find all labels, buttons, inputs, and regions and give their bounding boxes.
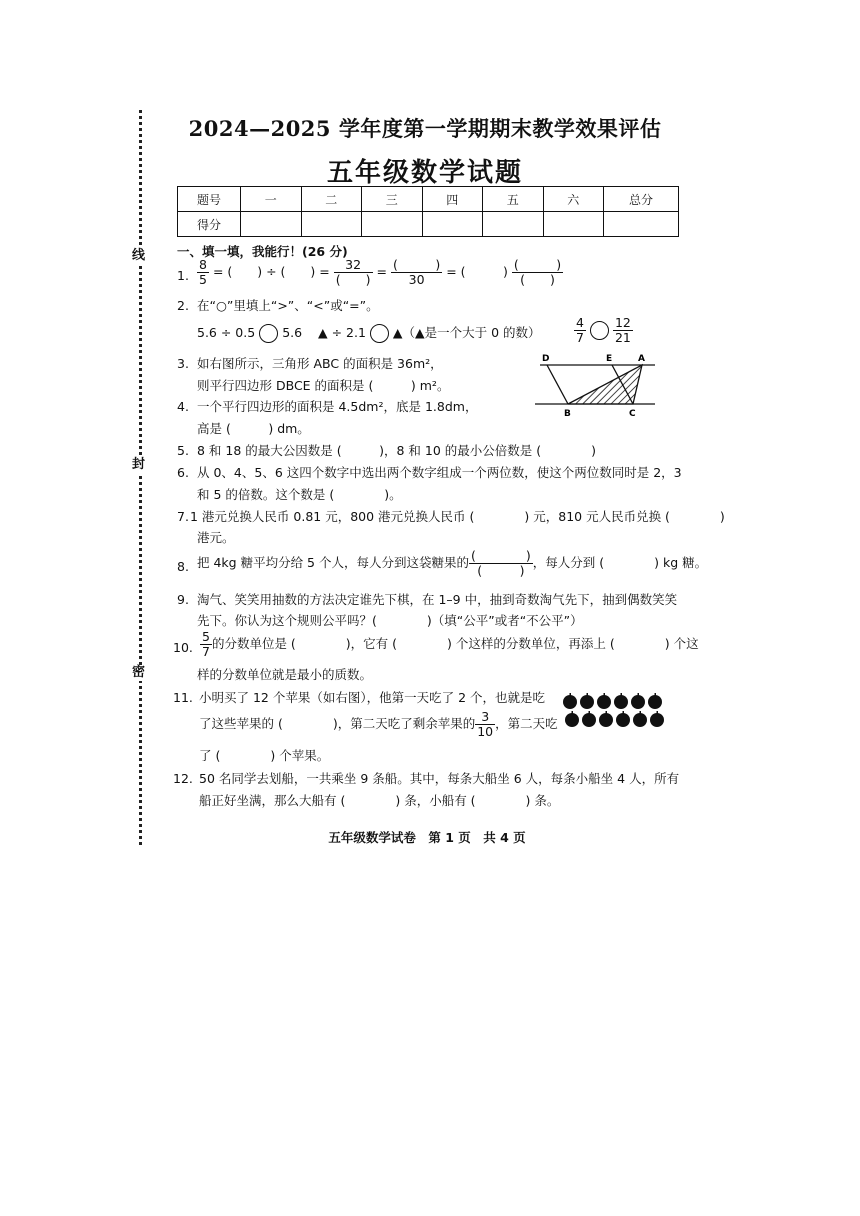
- q7-number: 7.: [177, 509, 189, 524]
- q4-line2: 高是 ( ) dm。: [197, 421, 310, 436]
- q2-compare-a: 5.6 ÷ 0.5 5.6: [197, 324, 302, 343]
- label-a: A: [638, 354, 645, 364]
- compare-circle[interactable]: [259, 324, 278, 343]
- q6-line1: 从 0、4、5、6 这四个数字中选出两个数字组成一个两位数，使这个两位数同时是 2，3: [197, 465, 682, 480]
- score-input-cell[interactable]: [604, 212, 679, 237]
- q5-text: 8 和 18 的最大公因数是 ( )，8 和 10 的最小公倍数是 ( ): [197, 443, 597, 458]
- q8-text: 把 4kg 糖平均分给 5 个人，每人分到这袋糖果的 $\frac{( )}{( )}$ ，每人分到 ( ) kg 糖。: [197, 548, 708, 578]
- q8-number: 8.: [177, 559, 189, 574]
- score-input-cell[interactable]: [543, 212, 604, 237]
- q3-line2: 则平行四边形 DBCE 的面积是 ( ) m²。: [197, 378, 450, 393]
- q9-line2: 先下。你认为这个规则公平吗？( )（填“公平”或者“不公平”）: [197, 613, 583, 628]
- q7-line1: 1 港元兑换人民币 0.81 元，800 港元兑换人民币 ( ) 元，810 元人民币兑换 ( ): [190, 509, 725, 524]
- q1-number: 1.: [177, 268, 189, 283]
- binding-dotted-line: [139, 110, 142, 845]
- apple-icon: [597, 693, 611, 709]
- q12-line1: 50 名同学去划船，一共乘坐 9 条船。其中，每条大船坐 6 人，每条小船坐 4 人，所有: [199, 771, 680, 786]
- q11-number: 11.: [173, 690, 193, 705]
- score-header-cell: 四: [422, 187, 483, 212]
- score-header-cell: 三: [362, 187, 423, 212]
- q7-line2: 港元。: [197, 530, 235, 545]
- q10-line1: $\frac{5}{7}$ 的分数单位是 ( )，它有 ( ) 个这样的分数单位，再添上 ( ) 个这: [202, 629, 699, 659]
- parallelogram-triangle-figure: [530, 350, 660, 420]
- apple-icon: [580, 693, 594, 709]
- q1-fraction-1: $\frac{8}{5}$: [199, 257, 207, 287]
- q5-number: 5.: [177, 443, 189, 458]
- apple-icon: [565, 711, 579, 727]
- compare-circle[interactable]: [590, 321, 609, 340]
- page-footer: 五年级数学试卷 第 1 页 共 4 页: [328, 830, 526, 845]
- q9-line1: 淘气、笑笑用抽数的方法决定谁先下棋，在 1–9 中，抽到奇数淘气先下，抽到偶数笑笑: [197, 592, 678, 607]
- apple-icon: [599, 711, 613, 727]
- score-header-cell: 二: [301, 187, 362, 212]
- q2-compare-b: ▲ ÷ 2.1 ▲（▲是一个大于 0 的数）: [318, 324, 541, 343]
- apple-icon: [614, 693, 628, 709]
- q10-line2: 样的分数单位就是最小的质数。: [197, 667, 373, 682]
- q6-line2: 和 5 的倍数。这个数是 ( )。: [197, 487, 402, 502]
- label-e: E: [606, 354, 613, 364]
- q11-line1: 小明买了 12 个苹果（如右图），他第一天吃了 2 个，也就是吃: [199, 690, 546, 705]
- exam-title: 2024—2025 学年度第一学期期末教学效果评估: [188, 116, 662, 141]
- score-table-score-row: [178, 212, 679, 237]
- score-table-header-row: [178, 187, 679, 212]
- q12-number: 12.: [173, 771, 193, 786]
- score-input-cell[interactable]: [422, 212, 483, 237]
- q1-fraction-2: $\frac{32}{( )}$: [335, 257, 371, 287]
- q10-number: 10.: [173, 640, 193, 655]
- score-header-cell: 五: [483, 187, 544, 212]
- label-c: C: [629, 409, 636, 419]
- apple-icon: [633, 711, 647, 727]
- label-d: D: [542, 354, 550, 364]
- q11-fraction: $\frac{3}{10}$: [477, 709, 494, 739]
- binding-mark-xian: 线: [132, 248, 146, 263]
- side-db: [547, 365, 568, 404]
- score-input-cell[interactable]: [301, 212, 362, 237]
- apples-figure: [562, 693, 666, 729]
- q4-line1: 一个平行四边形的面积是 4.5dm²，底是 1.8dm，: [197, 399, 478, 414]
- q11-line3: 了 ( ) 个苹果。: [199, 748, 330, 763]
- q9-number: 9.: [177, 592, 189, 607]
- q2-instruction: 在“○”里填上“>”、“<”或“=”。: [197, 298, 379, 313]
- score-table: [177, 186, 679, 237]
- label-b: B: [564, 409, 571, 419]
- apple-icon: [650, 711, 664, 727]
- q4-number: 4.: [177, 399, 189, 414]
- compare-circle[interactable]: [370, 324, 389, 343]
- score-input-cell[interactable]: [483, 212, 544, 237]
- q1-equation: $\frac{8}{5}$ = ( ) ÷ ( ) = $\frac{32}{( )}$ = $\frac{( )}{30}$ = ( ) $\frac{( )}{( )}$: [199, 257, 562, 287]
- q8-fraction: $\frac{( )}{( )}$: [470, 548, 531, 578]
- binding-mark-feng: 封: [132, 457, 146, 472]
- exam-subtitle: 五年级数学试题: [326, 158, 523, 188]
- q10-fraction: $\frac{5}{7}$: [202, 629, 210, 659]
- binding-mark-mi: 密: [132, 665, 146, 680]
- q3-line1: 如右图所示，三角形 ABC 的面积是 36m²，: [197, 356, 443, 371]
- score-input-cell[interactable]: [241, 212, 302, 237]
- q2-compare-c: $\frac{4}{7}$ $\frac{12}{21}$: [576, 315, 631, 345]
- score-header-cell: 总分: [604, 187, 679, 212]
- q3-number: 3.: [177, 356, 189, 371]
- score-label-cell: 得分: [178, 212, 241, 237]
- score-header-cell: 一: [241, 187, 302, 212]
- apple-icon: [563, 693, 577, 709]
- score-header-cell: 题号: [178, 187, 241, 212]
- section-title: 一、填一填，我能行！(26 分): [177, 244, 348, 259]
- q1-fraction-3: $\frac{( )}{30}$: [392, 257, 441, 287]
- q6-number: 6.: [177, 465, 189, 480]
- apple-icon: [648, 693, 662, 709]
- apple-icon: [631, 693, 645, 709]
- apple-icon: [616, 711, 630, 727]
- score-input-cell[interactable]: [362, 212, 423, 237]
- q2-number: 2.: [177, 298, 189, 313]
- q11-line2: 了这些苹果的 ( )，第二天吃了剩余苹果的 $\frac{3}{10}$ ，第二天吃: [199, 709, 558, 739]
- triangle-abc: [568, 365, 642, 404]
- score-header-cell: 六: [543, 187, 604, 212]
- q1-fraction-4: $\frac{( )}{( )}$: [513, 257, 562, 287]
- apple-icon: [582, 711, 596, 727]
- q12-line2: 船正好坐满，那么大船有 ( ) 条，小船有 ( ) 条。: [199, 793, 560, 808]
